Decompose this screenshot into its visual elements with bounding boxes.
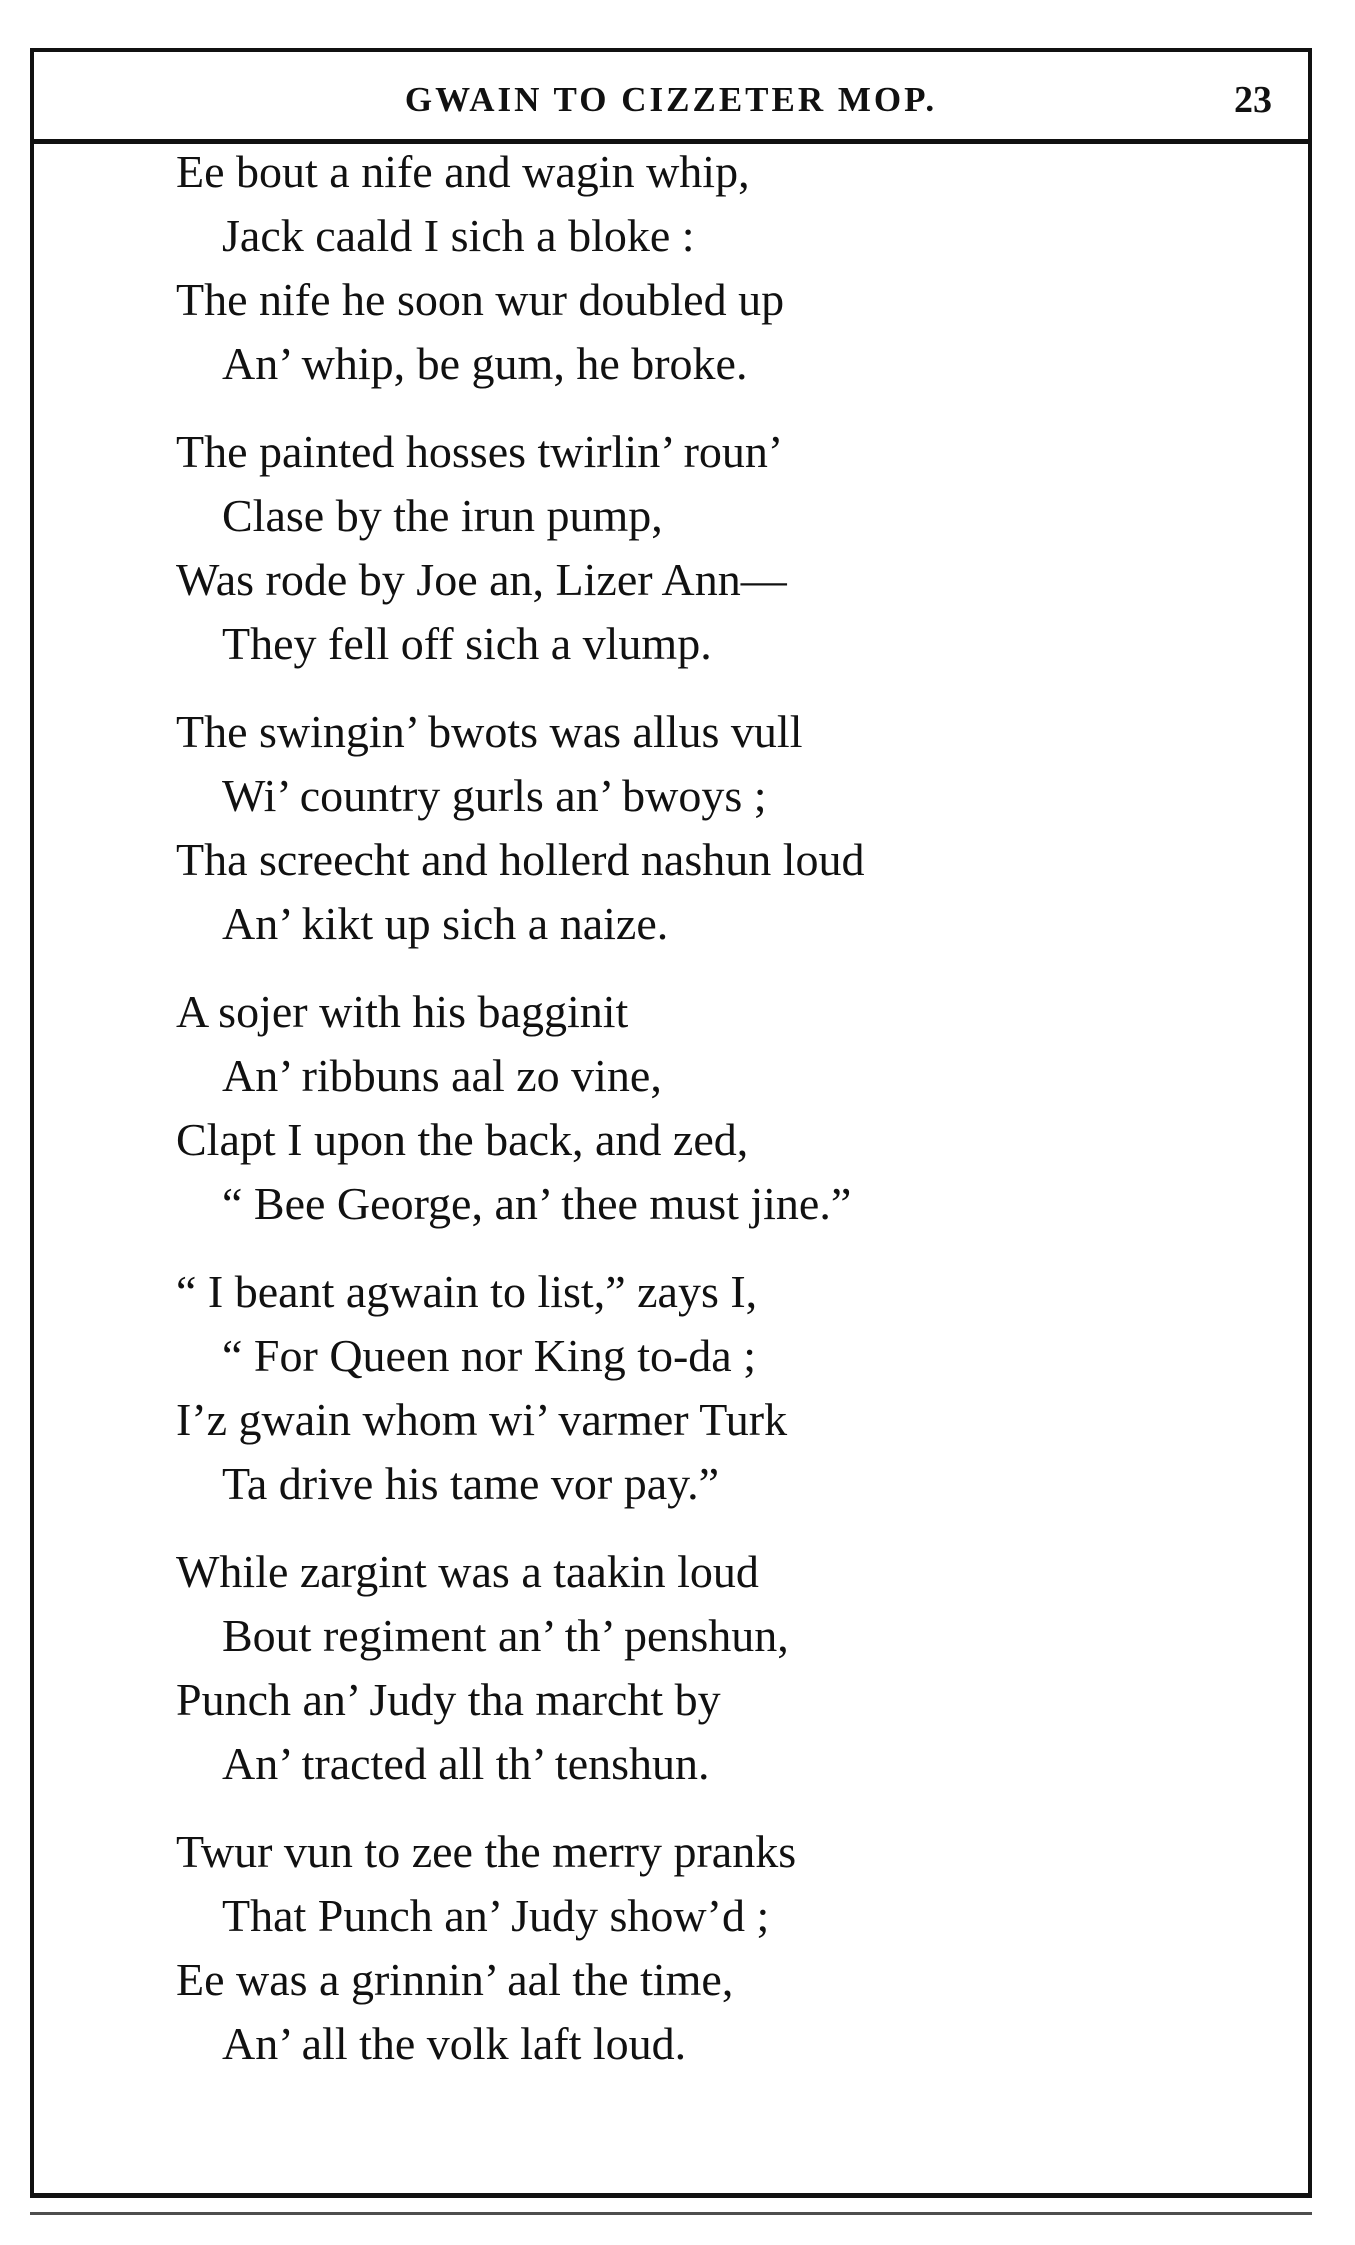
poem-line: An’ whip, be gum, he broke. [222,338,748,389]
poem-line: Bout regiment an’ th’ penshun, [222,1610,789,1661]
poem-line: They fell off sich a vlump. [222,618,712,669]
poem-line: Clapt I upon the back, and zed, [176,1114,749,1165]
poem-line: “ For Queen nor King to-da ; [222,1330,756,1381]
bottom-rule [30,2212,1312,2215]
poem-body [176,140,1076,2100]
poem-line: “ Bee George, an’ thee must jine.” [222,1178,852,1229]
stanza-7 [176,1820,1076,2076]
poem-line: An’ kikt up sich a naize. [222,898,669,949]
running-header [34,52,1308,144]
poem-line: The nife he soon wur doubled up [176,274,785,325]
poem-line: Twur vun to zee the merry pranks [176,1826,797,1877]
poem-line: An’ all the volk laft loud. [222,2018,687,2069]
poem-line: That Punch an’ Judy show’d ; [222,1890,770,1941]
poem-line: While zargint was a taakin loud [176,1546,759,1597]
stanza-4 [176,980,1076,1236]
poem-line: Ee bout a nife and wagin whip, [176,146,750,197]
poem-line: Wi’ country gurls an’ bwoys ; [222,770,767,821]
stanza-3 [176,700,1076,956]
poem-line: Tha screecht and hollerd nashun loud [176,834,865,885]
poem-line: Punch an’ Judy tha marcht by [176,1674,721,1725]
page-number: 23 [1234,79,1272,121]
stanza-6 [176,1540,1076,1796]
poem-line: The swingin’ bwots was allus vull [176,706,803,757]
stanza-1 [176,140,1076,396]
running-title: GWAIN TO CIZZETER MOP. [404,80,938,119]
poem-line: “ I beant agwain to list,” zays I, [176,1266,758,1317]
poem-line: An’ ribbuns aal zo vine, [222,1050,662,1101]
poem-line: Was rode by Joe an, Lizer Ann— [176,554,787,605]
stanza-2 [176,420,1076,676]
poem-line: Ta drive his tame vor pay.” [222,1458,720,1509]
poem-line: Ee was a grinnin’ aal the time, [176,1954,734,2005]
poem-line: An’ tracted all th’ tenshun. [222,1738,710,1789]
poem-line: I’z gwain whom wi’ varmer Turk [176,1394,788,1445]
stanza-5 [176,1260,1076,1516]
poem-line: Jack caald I sich a bloke : [222,210,695,261]
poem-line: The painted hosses twirlin’ roun’ [176,426,784,477]
poem-line: Clase by the irun pump, [222,490,663,541]
poem-line: A sojer with his bagginit [176,986,629,1037]
